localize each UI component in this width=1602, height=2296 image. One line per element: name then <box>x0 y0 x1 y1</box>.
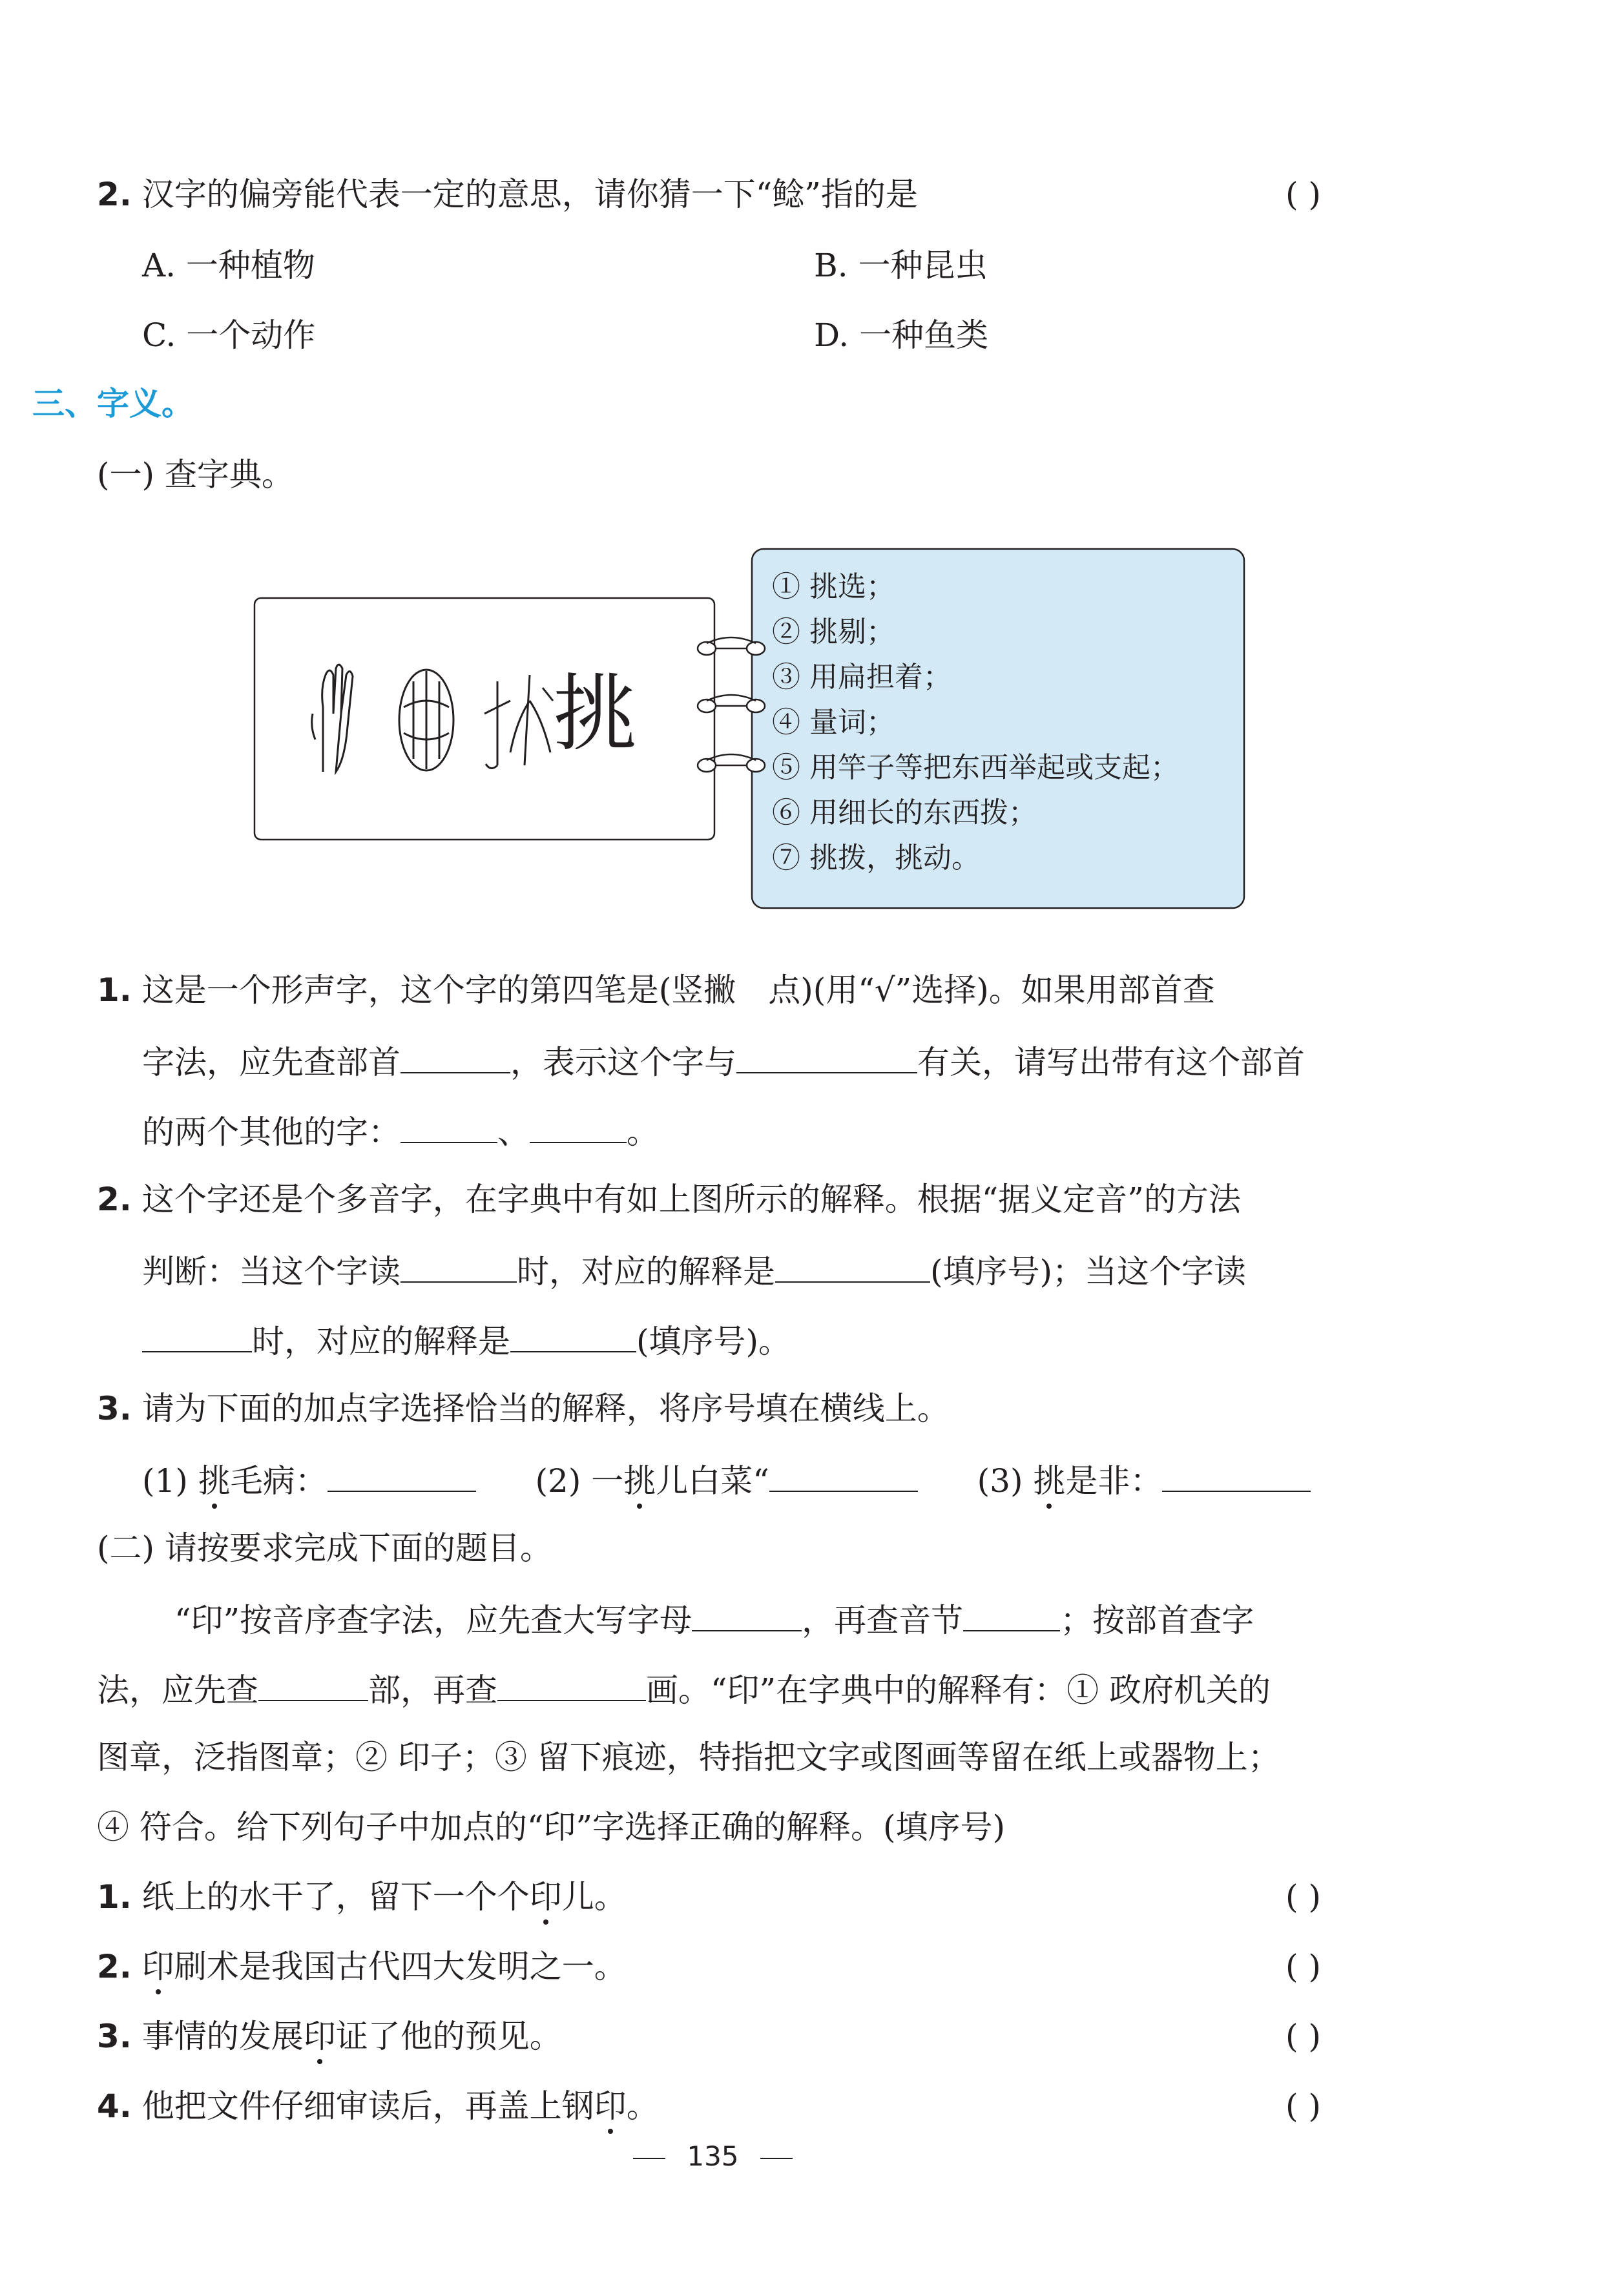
text-segment: 时，对应的解释是 <box>517 1253 775 1290</box>
dotted-character: 印 <box>303 2018 336 2055</box>
answer-blank[interactable] <box>736 1044 917 1073</box>
part2-paragraph-line4: ④ 符合。给下列句子中加点的“印”字选择正确的解释。(填序号) <box>97 1808 1006 1846</box>
text-segment: 、 <box>497 1113 530 1151</box>
option-c[interactable]: C. 一个动作 <box>142 316 316 354</box>
answer-blank[interactable] <box>497 1671 646 1701</box>
text-segment: 判断：当这个字读 <box>142 1253 400 1290</box>
question-3 <box>97 1392 950 1425</box>
sentence-text: 儿。 <box>561 1878 627 1916</box>
sentence-text: 刷术是我国古代四大发明之一。 <box>174 1948 627 1985</box>
answer-blank[interactable] <box>400 1253 517 1283</box>
meaning-2: ② 挑剔； <box>772 615 895 648</box>
answer-paren[interactable]: ( ) <box>1285 2018 1321 2055</box>
subsection-title: (一) 查字典。 <box>97 456 294 493</box>
text-segment: 的两个其他的字： <box>142 1113 400 1151</box>
item-label: (1) <box>142 1462 188 1500</box>
answer-blank[interactable] <box>328 1462 476 1492</box>
question-1-line2 <box>142 1044 1305 1079</box>
question-text: 这个字还是个多音字，在字典中有如上图所示的解释。根据“据义定音”的方法 <box>141 1181 1241 1218</box>
dotted-character: 挑 <box>1033 1462 1066 1500</box>
sentence-text: 他把文件仔细审读后，再盖上钢 <box>141 2087 594 2125</box>
section-title: 三、字义。 <box>32 385 194 422</box>
answer-blank[interactable] <box>510 1323 636 1352</box>
part2-paragraph-line2 <box>97 1671 1271 1709</box>
question-number: 2. <box>97 1181 132 1218</box>
question-text: 汉字的偏旁能代表一定的意思，请你猜一下“鲶”指的是 <box>141 176 918 213</box>
text-segment: (填序号)；当这个字读 <box>930 1253 1247 1290</box>
dotted-character: 印 <box>529 1878 562 1916</box>
text-segment: ；按部首查字 <box>1060 1602 1254 1639</box>
text-segment: 有关，请写出带有这个部首 <box>917 1044 1305 1081</box>
sentence-text: 证了他的预见。 <box>335 2018 562 2055</box>
question-2-top <box>97 178 918 211</box>
text-segment: 字法，应先查部首 <box>142 1044 400 1081</box>
answer-blank[interactable] <box>400 1044 510 1073</box>
answer-blank[interactable] <box>775 1253 930 1283</box>
modern-character: 挑 <box>553 665 638 763</box>
text-segment: 画。“印”在字典中的解释有：① 政府机关的 <box>646 1671 1271 1709</box>
item-text: 是非： <box>1065 1462 1163 1500</box>
answer-paren[interactable]: ( ) <box>1285 176 1321 213</box>
text-segment: ，再查音节 <box>802 1602 964 1639</box>
answer-blank[interactable] <box>692 1602 802 1631</box>
sentence-text: 纸上的水干了，留下一个个 <box>141 1878 530 1916</box>
answer-paren[interactable]: ( ) <box>1285 1878 1321 1916</box>
answer-blank[interactable] <box>769 1462 918 1492</box>
dictionary-card <box>245 543 1253 917</box>
option-a[interactable]: A. 一种植物 <box>142 247 315 284</box>
question-1 <box>97 971 1215 1009</box>
answer-blank[interactable] <box>258 1671 368 1701</box>
dotted-character: 印 <box>594 2087 627 2125</box>
item-label: (3) <box>977 1462 1023 1500</box>
dash-right <box>760 2158 793 2159</box>
question-number: 4. <box>97 2087 132 2125</box>
text-segment: (填序号)。 <box>636 1323 791 1360</box>
answer-blank[interactable] <box>142 1323 252 1352</box>
answer-paren[interactable]: ( ) <box>1285 2087 1321 2125</box>
option-d[interactable]: D. 一种鱼类 <box>814 316 989 354</box>
text-segment: 部，再查 <box>368 1671 497 1709</box>
dotted-character: 印 <box>141 1948 174 1985</box>
dash-left <box>633 2158 665 2159</box>
meaning-5: ⑤ 用竿子等把东西举起或支起； <box>772 751 1179 784</box>
item-text: 儿白菜“ <box>656 1462 769 1500</box>
part2-paragraph-line1 <box>174 1602 1254 1637</box>
question-number: 1. <box>97 971 132 1009</box>
question-number: 1. <box>97 1878 132 1916</box>
dotted-character: 挑 <box>623 1462 656 1500</box>
subsection-title-2: (二) 请按要求完成下面的题目。 <box>97 1529 552 1567</box>
text-segment: ，表示这个字与 <box>510 1044 736 1081</box>
meaning-6: ⑥ 用细长的东西拨； <box>772 796 1037 829</box>
question-3-items <box>142 1462 1311 1500</box>
answer-blank[interactable] <box>1162 1462 1311 1492</box>
sentence-text: 。 <box>626 2087 659 2125</box>
list-item <box>97 2020 562 2053</box>
list-item <box>97 2087 659 2125</box>
question-2-line3 <box>142 1323 791 1358</box>
answer-blank[interactable] <box>530 1113 627 1143</box>
question-text: 这是一个形声字，这个字的第四笔是(竖撇 点)(用“√”选择)。如果用部首查 <box>141 971 1215 1009</box>
list-item <box>97 1950 627 1983</box>
text-segment: 。 <box>627 1113 659 1151</box>
question-number: 2. <box>97 1948 132 1985</box>
option-b[interactable]: B. 一种昆虫 <box>814 247 988 284</box>
item-label: (2) 一 <box>535 1462 624 1500</box>
question-number: 3. <box>97 2018 132 2055</box>
meaning-3: ③ 用扁担着； <box>772 661 952 694</box>
sentence-text: 事情的发展 <box>141 2018 304 2055</box>
meaning-1: ① 挑选； <box>772 570 895 603</box>
meaning-4: ④ 量词； <box>772 706 895 739</box>
question-2 <box>97 1181 1241 1218</box>
meaning-7: ⑦ 挑拨，挑动。 <box>772 842 980 874</box>
question-text: 请为下面的加点字选择恰当的解释，将序号填在横线上。 <box>141 1390 950 1427</box>
part2-paragraph-line3: 图章，泛指图章；② 印子；③ 留下痕迹，特指把文字或图画等留在纸上或器物上； <box>97 1739 1280 1776</box>
text-segment: 法，应先查 <box>97 1671 258 1709</box>
answer-paren[interactable]: ( ) <box>1285 1948 1321 1985</box>
question-number: 3. <box>97 1390 132 1427</box>
question-1-line3 <box>142 1113 659 1151</box>
text-segment: 时，对应的解释是 <box>252 1323 510 1360</box>
list-item <box>97 1878 627 1916</box>
dotted-character: 挑 <box>198 1462 231 1500</box>
question-number: 2. <box>97 176 132 213</box>
question-2-line2 <box>142 1253 1246 1288</box>
answer-blank[interactable] <box>400 1113 497 1143</box>
item-text: 毛病： <box>230 1462 328 1500</box>
page-number <box>633 2140 793 2172</box>
answer-blank[interactable] <box>963 1602 1060 1631</box>
page-number-value: 135 <box>687 2140 739 2172</box>
text-segment: “印”按音序查字法，应先查大写字母 <box>174 1602 692 1639</box>
